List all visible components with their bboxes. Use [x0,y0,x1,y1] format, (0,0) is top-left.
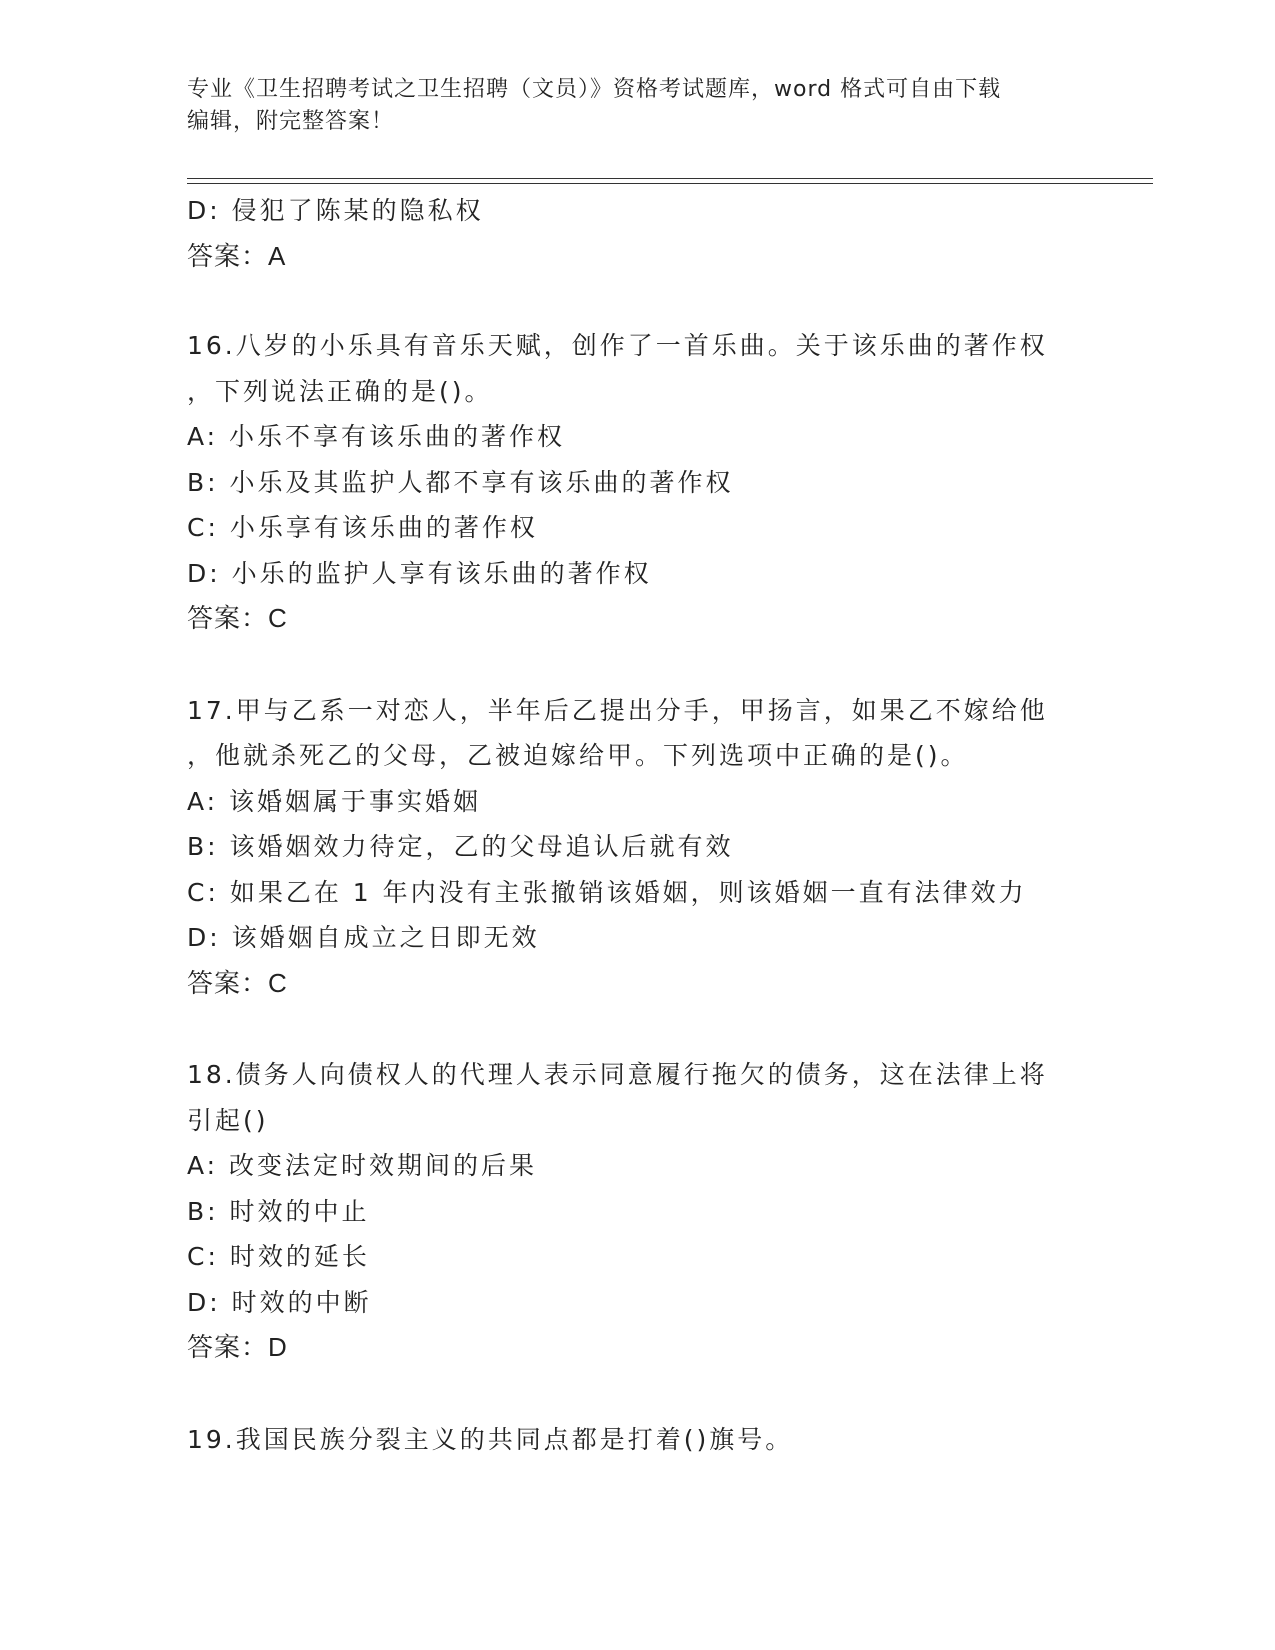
option-d: D: 该婚姻自成立之日即无效 [187,923,540,952]
question-stem-line-2: ，下列说法正确的是()。 [187,376,493,406]
question-stem-line-1: 18.债务人向债权人的代理人表示同意履行拖欠的债务，这在法律上将 [187,1060,1048,1089]
question-17 [187,688,1087,1007]
header-line-1: 专业《卫生招聘考试之卫生招聘（文员）》资格考试题库，word 格式可自由下载 [187,77,1002,102]
option-a: A: 小乐不享有该乐曲的著作权 [187,422,566,451]
option-b: B: 该婚姻效力待定，乙的父母追认后就有效 [187,832,734,861]
option-c: C: 时效的延长 [187,1242,370,1271]
option-a: A: 该婚姻属于事实婚姻 [187,786,482,816]
option-b: B: 时效的中止 [187,1196,370,1226]
answer-line: 答案：C [187,967,288,998]
question-16 [187,323,1087,642]
header-divider-bottom [187,183,1153,184]
option-d: D: 时效的中断 [187,1287,372,1317]
option-c: C: 如果乙在 1 年内没有主张撤销该婚姻，则该婚姻一直有法律效力 [187,877,1027,907]
header-divider-top [187,178,1153,179]
question-stem-line-2: 引起() [187,1105,269,1135]
question-18 [187,1052,1087,1371]
question-stem-line-1: 17.甲与乙系一对恋人，半年后乙提出分手，甲扬言，如果乙不嫁给他 [187,695,1048,725]
option-d: D: 小乐的监护人享有该乐曲的著作权 [187,558,652,588]
option-b: B: 小乐及其监护人都不享有该乐曲的著作权 [187,467,734,497]
answer-line: 答案：D [187,1332,288,1362]
answer-line: 答案：C [187,603,288,633]
question-19 [187,1417,1087,1463]
question-stem-line-1: 16.八岁的小乐具有音乐天赋，创作了一首乐曲。关于该乐曲的著作权 [187,331,1048,360]
question-stem-line-1: 19.我国民族分裂主义的共同点都是打着()旗号。 [187,1424,794,1454]
option-d: D: 侵犯了陈某的隐私权 [187,196,484,225]
question-15-tail [187,188,1087,279]
question-list [187,188,1087,1462]
option-a: A: 改变法定时效期间的后果 [187,1151,538,1180]
question-stem-line-2: ，他就杀死乙的父母，乙被迫嫁给甲。下列选项中正确的是()。 [187,741,969,770]
option-c: C: 小乐享有该乐曲的著作权 [187,513,538,542]
answer-line: 答案：A [187,240,287,271]
document-header [187,74,1087,138]
header-line-2: 编辑，附完整答案！ [187,109,395,134]
